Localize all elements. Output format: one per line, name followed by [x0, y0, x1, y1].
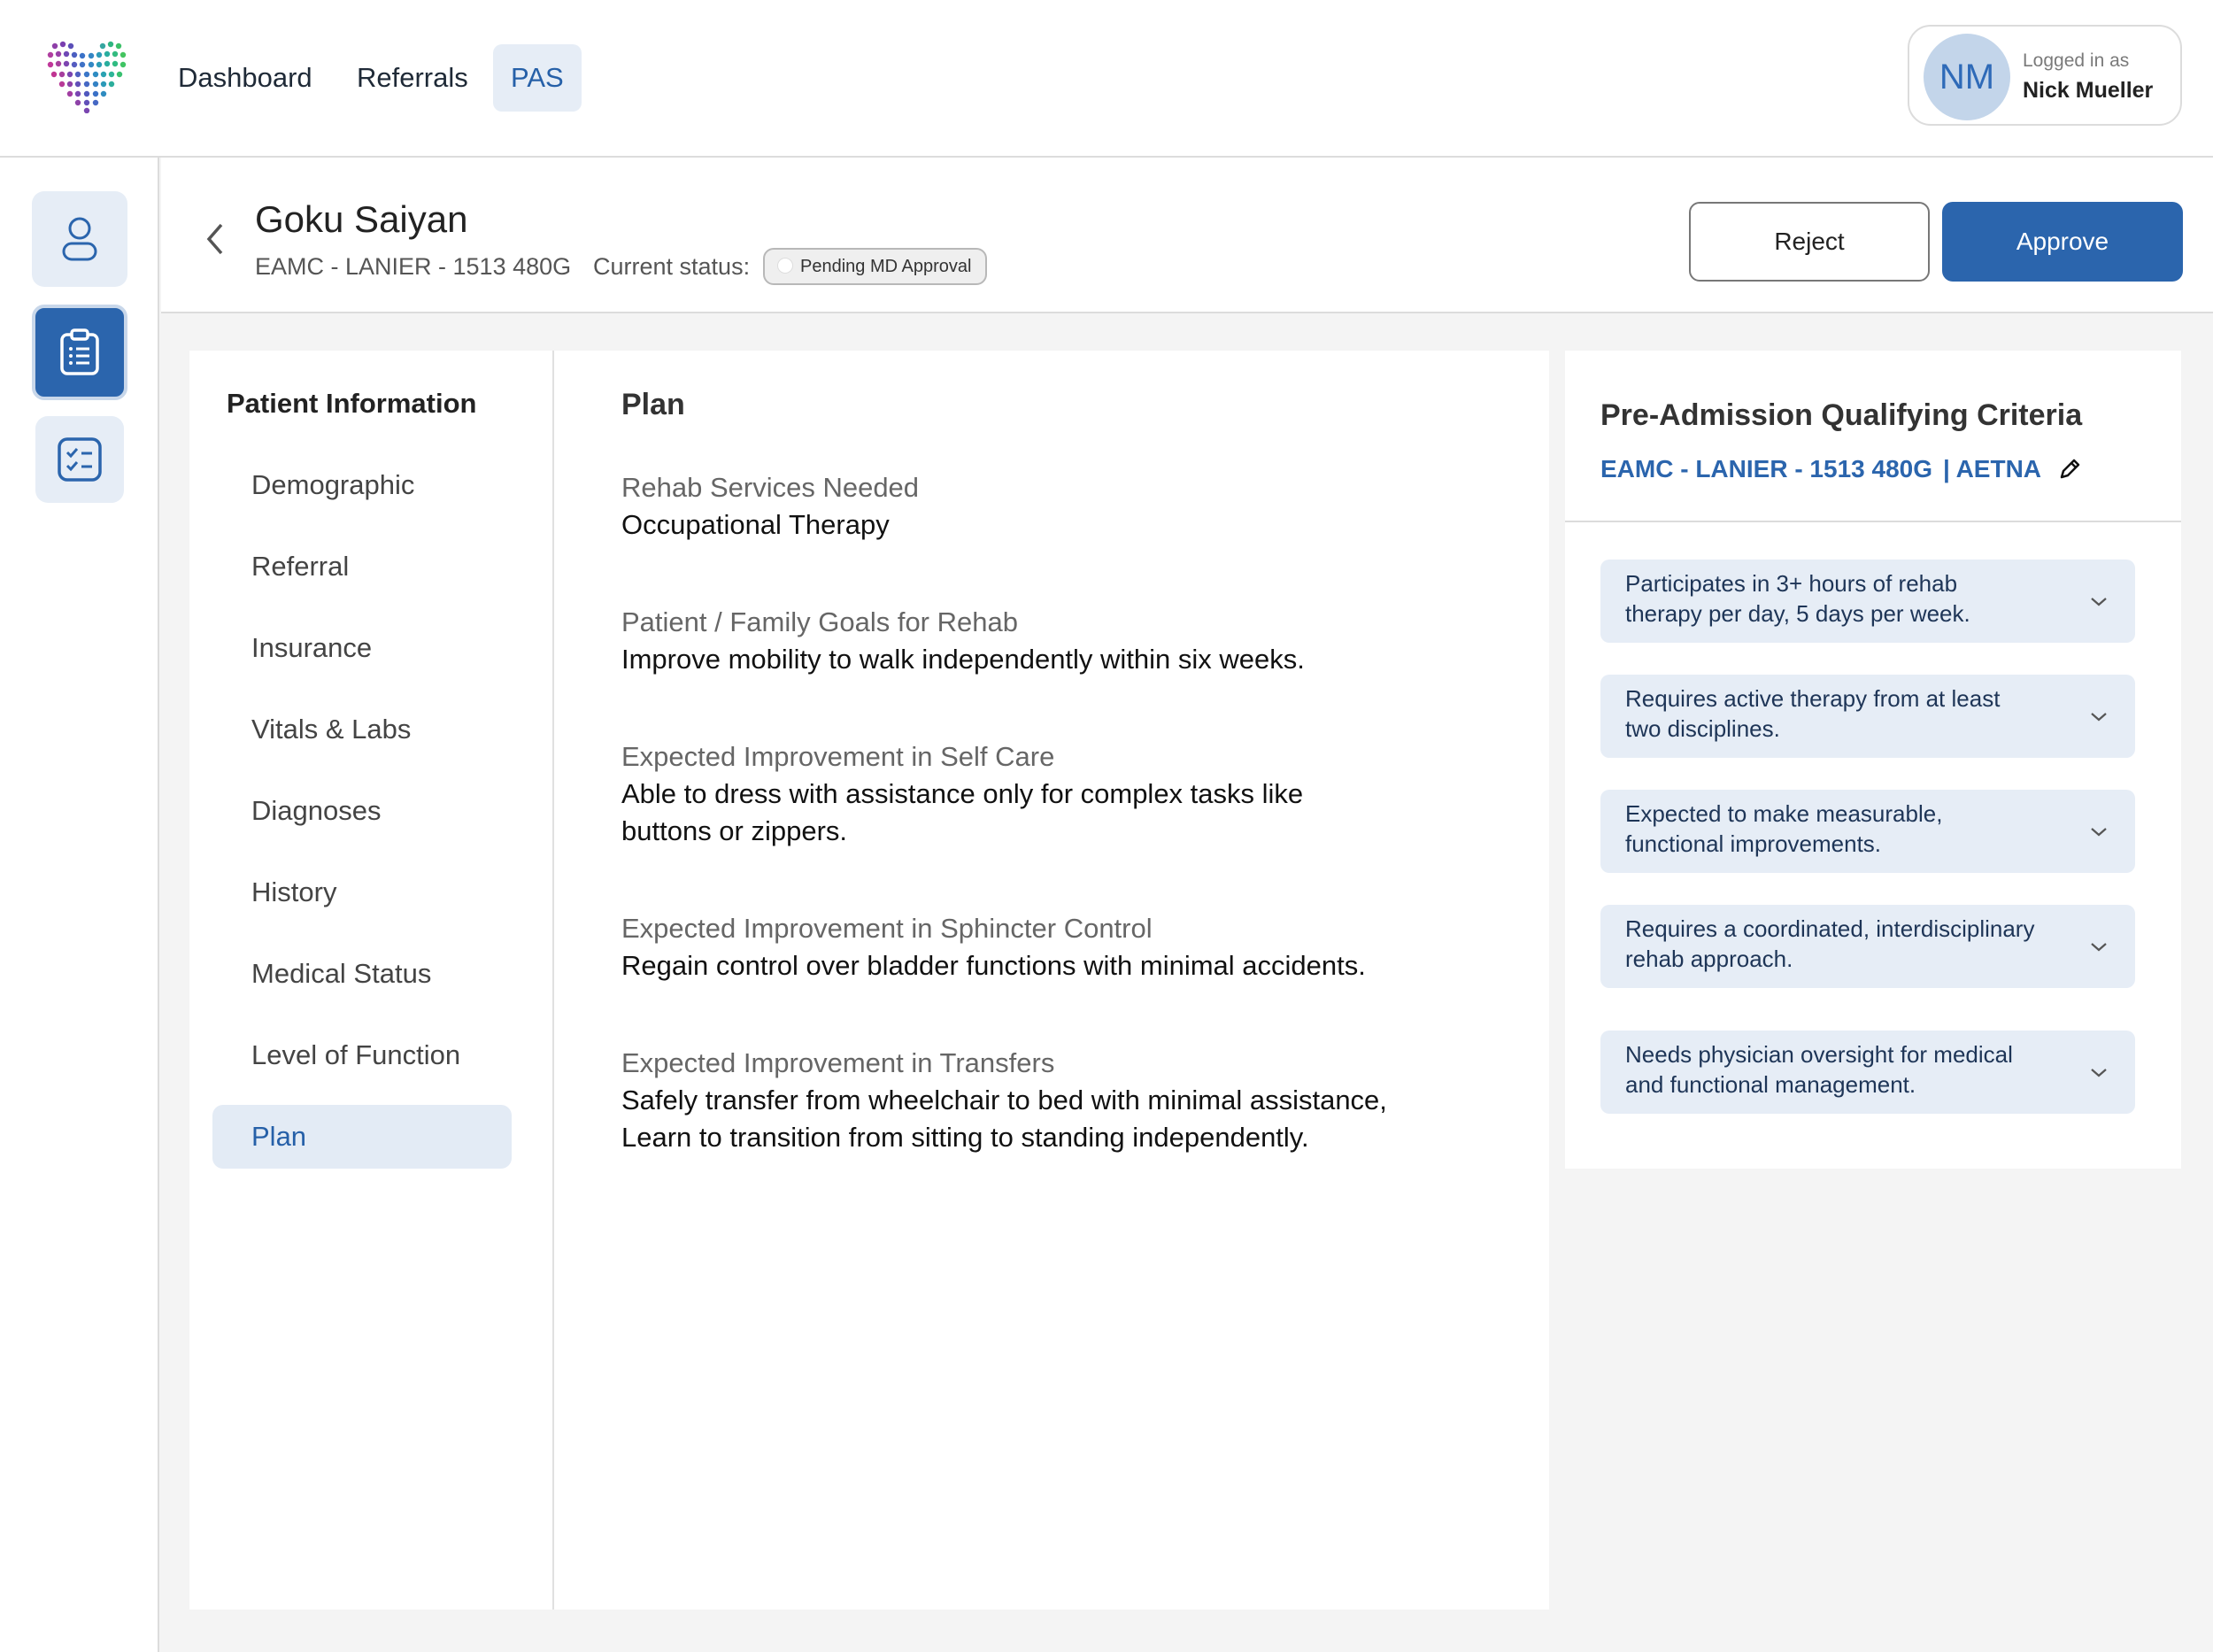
criteria-item[interactable]: [1600, 905, 2135, 988]
field-value: Safely transfer from wheelchair to bed with minimal assistance,: [621, 1085, 1387, 1115]
criteria-text-line: and functional management.: [1625, 1071, 1916, 1098]
pencil-icon[interactable]: [2057, 457, 2082, 482]
field-value: Occupational Therapy: [621, 509, 890, 540]
nav-pas[interactable]: PAS: [493, 44, 582, 112]
field-value: Regain control over bladder functions with minimal accidents.: [621, 950, 1366, 981]
criteria-insurer: | AETNA: [1943, 455, 2042, 482]
field-value: buttons or zippers.: [621, 815, 848, 846]
criteria-item[interactable]: [1600, 675, 2135, 758]
chevron-left-icon[interactable]: [200, 221, 232, 257]
criteria-text-line: functional improvements.: [1625, 830, 1882, 857]
criteria-text-line: Needs physician oversight for medical: [1625, 1041, 2013, 1068]
criteria-text-line: rehab approach.: [1625, 946, 1793, 972]
criteria-text-line: Requires a coordinated, interdisciplinary: [1625, 915, 2035, 942]
avatar: NM: [1924, 34, 2010, 120]
patient-facility: EAMC - LANIER - 1513 480G: [255, 253, 572, 280]
qualifying-criteria-panel: [1565, 351, 2181, 1169]
reject-button[interactable]: Reject: [1689, 202, 1930, 282]
field-value: Able to dress with assistance only for complex tasks like: [621, 778, 1304, 809]
side-nav-title: Patient Information: [227, 388, 477, 419]
field-sphincter-control: [621, 910, 1489, 984]
rail-profile-button[interactable]: [32, 191, 127, 287]
side-nav-item-insurance[interactable]: Insurance: [251, 632, 373, 663]
field-self-care: [621, 738, 1489, 850]
chevron-down-icon: [2089, 1062, 2109, 1082]
divider: [1565, 521, 2181, 522]
field-label: Expected Improvement in Transfers: [621, 1047, 1055, 1078]
patient-name: Goku Saiyan: [255, 198, 468, 240]
status-text: Pending MD Approval: [800, 257, 972, 276]
field-label: Expected Improvement in Sphincter Control: [621, 913, 1153, 944]
side-nav-item-medical-status[interactable]: Medical Status: [251, 958, 432, 989]
field-label: Rehab Services Needed: [621, 472, 920, 503]
field-value: Learn to transition from sitting to standing independently.: [621, 1122, 1309, 1153]
checklist-icon: [57, 436, 103, 482]
logged-in-label: Logged in as: [2023, 50, 2130, 71]
approve-button[interactable]: Approve: [1942, 202, 2183, 282]
criteria-text-line: therapy per day, 5 days per week.: [1625, 600, 1970, 627]
patient-information-panel: [189, 351, 1549, 1610]
heart-logo-icon[interactable]: [46, 39, 127, 113]
criteria-item[interactable]: [1600, 790, 2135, 873]
criteria-text-line: Expected to make measurable,: [1625, 800, 1943, 827]
rail-checklist-button[interactable]: [35, 416, 124, 503]
left-rail: [0, 158, 159, 1652]
patient-header: [161, 158, 2213, 313]
patient-info-side-nav: [189, 351, 554, 1610]
criteria-item[interactable]: [1600, 1031, 2135, 1114]
chevron-down-icon: [2089, 822, 2109, 841]
side-nav-item-referral[interactable]: Referral: [251, 551, 350, 582]
chevron-down-icon: [2089, 706, 2109, 726]
criteria-facility-line: [1600, 455, 2082, 483]
chevron-down-icon: [2089, 591, 2109, 611]
nav-referrals[interactable]: Referrals: [357, 62, 468, 93]
field-value: Improve mobility to walk independently within six weeks.: [621, 644, 1305, 675]
user-icon: [59, 215, 100, 263]
nav-dashboard[interactable]: Dashboard: [178, 62, 312, 93]
field-rehab-services: [621, 469, 1489, 544]
field-transfers: [621, 1045, 1489, 1156]
field-label: Expected Improvement in Self Care: [621, 741, 1055, 772]
field-family-goals: [621, 604, 1489, 678]
side-nav-item-diagnoses[interactable]: Diagnoses: [251, 795, 382, 826]
criteria-facility: EAMC - LANIER - 1513 480G: [1600, 455, 1932, 482]
section-title: Plan: [621, 388, 685, 421]
side-nav-item-level-of-function[interactable]: Level of Function: [251, 1039, 461, 1070]
rail-clipboard-button[interactable]: [32, 305, 127, 400]
criteria-text-line: Participates in 3+ hours of rehab: [1625, 570, 1958, 597]
criteria-text-line: Requires active therapy from at least: [1625, 685, 2001, 712]
side-nav-item-demographic[interactable]: Demographic: [251, 469, 415, 500]
top-navigation-bar: [0, 0, 2213, 158]
chevron-down-icon: [2089, 937, 2109, 956]
criteria-text-line: two disciplines.: [1625, 715, 1780, 742]
side-nav-item-vitals-labs[interactable]: Vitals & Labs: [251, 714, 412, 745]
field-label: Patient / Family Goals for Rehab: [621, 606, 1018, 637]
user-name: Nick Mueller: [2023, 78, 2154, 103]
status-dot-icon: [777, 258, 793, 274]
side-nav-item-plan[interactable]: Plan: [212, 1105, 512, 1169]
clipboard-icon: [58, 328, 101, 377]
side-nav-item-history[interactable]: History: [251, 876, 337, 907]
criteria-item[interactable]: [1600, 560, 2135, 643]
criteria-title: Pre-Admission Qualifying Criteria: [1600, 398, 2083, 432]
status-badge: [763, 248, 987, 285]
status-label: Current status:: [593, 253, 751, 280]
user-account-card[interactable]: [1908, 25, 2182, 126]
